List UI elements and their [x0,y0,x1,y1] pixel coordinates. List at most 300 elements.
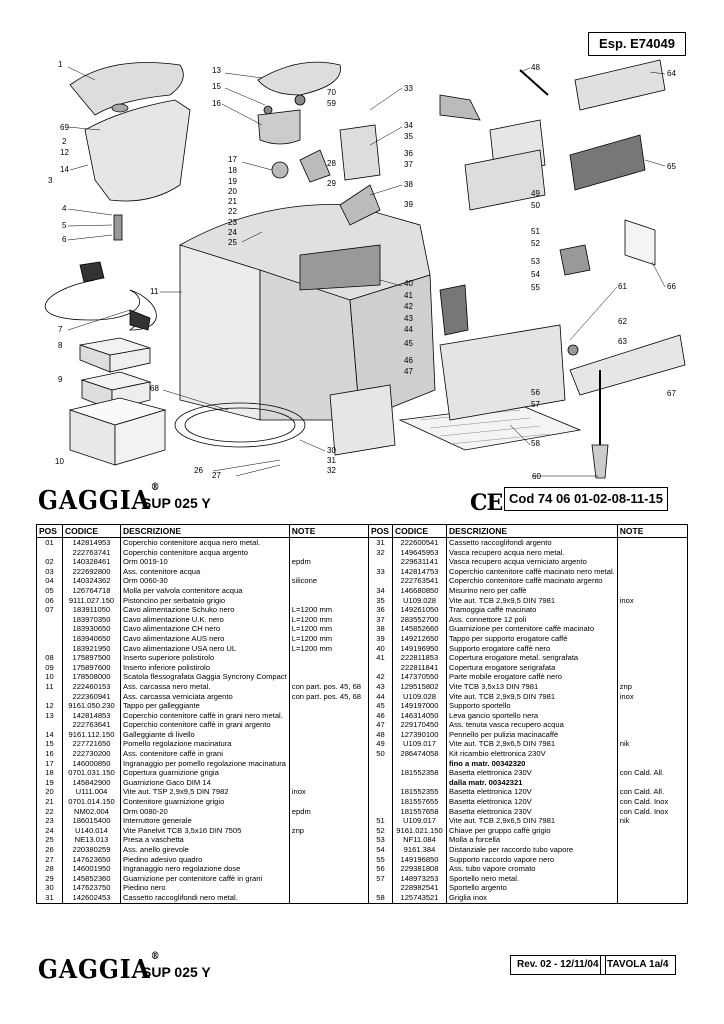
row-descrizione: Cavo alimentazione Schuko nero [121,605,290,615]
parts-table-right [368,524,688,904]
row-note [617,615,687,625]
table-row [37,692,369,702]
callout-67: 30 [327,446,336,455]
row-note [617,883,687,893]
row-pos: 47 [369,720,393,730]
callout-9: 12 [60,148,69,157]
callout-12: 17 [228,155,237,164]
row-note [617,624,687,634]
row-codice: 125743521 [393,893,447,903]
row-descrizione: Cavo alimentazione AUS nero [121,634,290,644]
row-pos: 53 [369,835,393,845]
row-codice: 126764718 [63,586,121,596]
row-pos: 17 [37,759,63,769]
table-row [37,557,369,567]
row-pos: 26 [37,845,63,855]
table-row [37,845,369,855]
row-note: L=1200 mm [289,644,368,654]
row-descrizione: Coperchio contenitore acqua argento [121,548,290,558]
row-descrizione: Ass. carcassa nero metal. [121,682,290,692]
row-descrizione: Ass. tenuta vasca recupero acqua [447,720,618,730]
row-codice [393,778,447,788]
table-row [37,596,369,606]
row-codice: 186015400 [63,816,121,826]
callout-31: 64 [667,69,676,78]
table-row [369,567,688,577]
callout-18: 23 [228,218,237,227]
table-row [37,739,369,749]
row-codice: 222763541 [393,576,447,586]
callout-3: 15 [212,82,221,91]
table-row [369,720,688,730]
gaggia-logo: GAGGIA® [38,951,161,985]
callout-22: 29 [327,179,336,188]
table-row [369,576,688,586]
row-pos: 49 [369,739,393,749]
row-codice: 0701.031.150 [63,768,121,778]
callout-41: 5 [62,221,67,230]
row-descrizione: Copertura guarnizione grigia [121,768,290,778]
callout-5: 59 [327,99,336,108]
callout-38: 54 [531,270,540,279]
row-codice: 147370550 [393,672,447,682]
col-note: NOTE [289,525,368,538]
row-codice: 178508000 [63,672,121,682]
callout-16: 21 [228,197,237,206]
table-row [37,605,369,615]
row-note [289,672,368,682]
table-row [369,557,688,567]
row-pos [37,720,63,730]
table-row [37,749,369,759]
row-pos: 18 [37,768,63,778]
table-row [37,653,369,663]
row-codice: 0701.014.150 [63,797,121,807]
row-descrizione: Guarnizione Gaco DIM 14 [121,778,290,788]
table-row [37,787,369,797]
row-note: con part. pos. 45, 68 [289,692,368,702]
table-row [37,711,369,721]
table-row [37,644,369,654]
row-descrizione: Orm 0019-10 [121,557,290,567]
row-note [617,864,687,874]
row-descrizione: Orm 0080-20 [121,807,290,817]
row-descrizione: Misurino nero per caffè [447,586,618,596]
table-row [369,644,688,654]
row-pos: 54 [369,845,393,855]
row-codice: 145852660 [393,624,447,634]
row-pos: 30 [37,883,63,893]
row-descrizione: Cassetto raccoglifondi argento [447,538,618,548]
row-pos: 23 [37,816,63,826]
row-descrizione: Inserto inferiore polistirolo [121,663,290,673]
row-note: nik [617,739,687,749]
row-descrizione: Vite Panelvit TCB 3,5x16 DIN 7505 [121,826,290,836]
row-codice: NM02.004 [63,807,121,817]
col-descrizione: DESCRIZIONE [121,525,290,538]
callout-15: 20 [228,187,237,196]
row-note [617,672,687,682]
row-descrizione: Coperchio contenitore acqua nero metal. [121,538,290,548]
row-descrizione: Vite aut. TCB 2,9x9,5 DIN 7981 [447,692,618,702]
table-row [369,874,688,884]
row-note [289,653,368,663]
table-row [369,883,688,893]
row-pos: 36 [369,605,393,615]
row-note [617,826,687,836]
row-codice: 181552355 [393,787,447,797]
row-descrizione: Galleggiante di livello [121,730,290,740]
callout-8: 2 [62,137,67,146]
row-note [289,730,368,740]
callout-30: 48 [531,63,540,72]
table-row [369,778,688,788]
row-note: L=1200 mm [289,605,368,615]
row-note [617,855,687,865]
row-descrizione: Ass. contenitore acqua [121,567,290,577]
row-codice: 181557658 [393,807,447,817]
row-codice: 228982541 [393,883,447,893]
row-codice: 229170450 [393,720,447,730]
table-row [369,739,688,749]
callout-65: 26 [194,466,203,475]
callout-29: 39 [404,200,413,209]
row-pos: 46 [369,711,393,721]
row-descrizione: Sportello nero metal. [447,874,618,884]
table-row [37,634,369,644]
row-pos: 01 [37,538,63,548]
table-row [37,663,369,673]
row-codice: 229381808 [393,864,447,874]
row-note: nik [617,816,687,826]
table-row [369,855,688,865]
table-row [369,692,688,702]
row-codice: U109.017 [393,739,447,749]
callout-70: 60 [532,472,541,481]
row-descrizione: Guarnizione per contenitore caffè in grani [121,874,290,884]
table-row [37,778,369,788]
row-note: L=1200 mm [289,624,368,634]
table-row [369,672,688,682]
table-row [369,797,688,807]
row-pos: 21 [37,797,63,807]
row-codice: 146314050 [393,711,447,721]
row-note [617,720,687,730]
row-descrizione: Griglia inox [447,893,618,903]
table-row [37,548,369,558]
row-descrizione: Copertura erogatore metal. serigrafata [447,653,618,663]
row-note [289,567,368,577]
table-row [37,759,369,769]
row-note [617,538,687,548]
row-note [289,768,368,778]
callout-6: 16 [212,99,221,108]
row-codice: 222360941 [63,692,121,702]
callout-46: 10 [55,457,64,466]
table-row [369,807,688,817]
row-descrizione: Pistoncino per serbatoio grigio [121,596,290,606]
row-pos [369,883,393,893]
row-descrizione: Supporto erogatore caffè nero [447,644,618,654]
row-pos: 16 [37,749,63,759]
row-descrizione: Pennello per pulizia macinacaffè [447,730,618,740]
row-codice: 286474058 [393,749,447,759]
row-pos: 35 [369,596,393,606]
row-codice: 140324362 [63,576,121,586]
row-codice: 222692800 [63,567,121,577]
callout-43: 7 [58,325,63,334]
row-codice: 149261050 [393,605,447,615]
row-descrizione: Scatola flessografata Gaggia Syncrony Compact [121,672,290,682]
row-pos: 56 [369,864,393,874]
table-row [37,624,369,634]
table-row [37,797,369,807]
row-codice: 149645953 [393,548,447,558]
callout-44: 8 [58,341,63,350]
callout-10: 3 [48,176,53,185]
row-descrizione: Sportello argento [447,883,618,893]
callout-61: 56 [531,388,540,397]
row-note [617,586,687,596]
row-descrizione: Copertura erogatore serigrafata [447,663,618,673]
exploded-diagram [0,55,724,485]
callout-50: 42 [404,302,413,311]
row-note [617,874,687,884]
esp-code: Esp. E74049 [588,32,686,56]
table-row [369,768,688,778]
row-pos: 28 [37,864,63,874]
table-row [369,826,688,836]
table-row [369,835,688,845]
row-codice: 183940650 [63,634,121,644]
table-row [37,576,369,586]
table-row [369,711,688,721]
row-note [289,816,368,826]
row-descrizione: Kit ricambio elettronica 230V [447,749,618,759]
row-descrizione: Coperchio cantenitore caffè macinato nero metal. [447,567,618,577]
table-row [369,663,688,673]
row-note [617,605,687,615]
callout-36: 52 [531,239,540,248]
table-row [369,538,688,548]
row-pos: 12 [37,701,63,711]
callout-62: 57 [531,400,540,409]
row-pos [369,787,393,797]
row-descrizione: Ass. tubo vapore cromato [447,864,618,874]
row-note: con part. pos. 45, 68 [289,682,368,692]
row-note: con Cald. Inox [617,797,687,807]
row-note [617,759,687,769]
row-pos: 38 [369,624,393,634]
row-codice: 149197000 [393,701,447,711]
table-row [369,634,688,644]
model-name: SUP 025 Y [142,495,211,511]
callout-21: 28 [327,159,336,168]
callout-34: 50 [531,201,540,210]
row-descrizione: Cassetto raccoglifondi nero metal. [121,893,290,903]
row-pos [37,548,63,558]
row-note [289,663,368,673]
table-row [37,835,369,845]
table-row [369,893,688,903]
callout-68: 31 [327,456,336,465]
row-descrizione: Vasca recupero acqua verniciato argento [447,557,618,567]
row-codice: 146001950 [63,864,121,874]
row-codice: 147623650 [63,855,121,865]
row-descrizione: Ass. anello girevole [121,845,290,855]
row-descrizione: Vite aut. TSP 2,9x9,5 DIN 7982 [121,787,290,797]
col-descrizione: DESCRIZIONE [447,525,618,538]
callout-52: 44 [404,325,413,334]
table-row [369,605,688,615]
row-codice: 142814953 [63,538,121,548]
row-descrizione: Vite aut. TCB 2,9x9,5 DIN 7981 [447,596,618,606]
row-pos: 33 [369,567,393,577]
row-note: silicone [289,576,368,586]
row-pos: 25 [37,835,63,845]
row-codice: 175897600 [63,663,121,673]
row-note [289,874,368,884]
table-row [37,864,369,874]
callout-27: 37 [404,160,413,169]
row-codice: 129515802 [393,682,447,692]
row-pos [369,759,393,769]
table-row [37,567,369,577]
row-note [617,663,687,673]
row-note [617,567,687,577]
row-codice: 142602453 [63,893,121,903]
callout-57: 62 [618,317,627,326]
row-descrizione: Supporto sportello [447,701,618,711]
row-note [617,711,687,721]
row-note [617,730,687,740]
table-row [369,624,688,634]
callout-49: 41 [404,291,413,300]
table-row [37,826,369,836]
table-row [37,883,369,893]
row-pos: 20 [37,787,63,797]
row-note: epdm [289,807,368,817]
row-pos [369,557,393,567]
row-note [289,548,368,558]
row-descrizione: Vasca recupero acqua nero metal. [447,548,618,558]
table-row [37,768,369,778]
row-pos [37,692,63,702]
row-codice: U140.014 [63,826,121,836]
row-note [289,855,368,865]
col-codice: CODICE [63,525,121,538]
row-note: con Cald. All. [617,768,687,778]
callout-4: 70 [327,88,336,97]
row-descrizione: Supporto raccordo vapore nero [447,855,618,865]
row-descrizione: Basetta elettronica 230V [447,768,618,778]
row-pos: 44 [369,692,393,702]
row-pos: 43 [369,682,393,692]
row-note [617,749,687,759]
row-pos: 02 [37,557,63,567]
callout-64: 68 [150,384,159,393]
row-descrizione: Coperchio contenitore caffè in grani nero metal. [121,711,290,721]
row-pos: 19 [37,778,63,788]
row-pos: 03 [37,567,63,577]
row-codice: 220380259 [63,845,121,855]
callout-58: 63 [618,337,627,346]
row-note [289,538,368,548]
col-note: NOTE [617,525,687,538]
row-codice: NF11.084 [393,835,447,845]
cod-code: Cod 74 06 01-02-08-11-15 [504,487,668,511]
row-descrizione: Cavo alimentazione USA nero UL [121,644,290,654]
row-descrizione: dalla matr. 00342321 [447,778,618,788]
row-descrizione: Vite aut. TCB 2,9x6,5 DIN 7981 [447,739,618,749]
row-pos: 32 [369,548,393,558]
row-codice: 9161.112.150 [63,730,121,740]
row-note [617,548,687,558]
row-pos: 39 [369,634,393,644]
callout-48: 40 [404,279,413,288]
row-descrizione: Distanziale per raccordo tubo vapore [447,845,618,855]
table-row [369,730,688,740]
row-codice: 9161.384 [393,845,447,855]
row-pos: 10 [37,672,63,682]
row-codice: 149196850 [393,855,447,865]
row-note [289,701,368,711]
row-codice: 222811853 [393,653,447,663]
row-note [617,576,687,586]
row-note [289,778,368,788]
row-note [289,864,368,874]
callout-32: 65 [667,162,676,171]
row-note [617,845,687,855]
callout-19: 24 [228,228,237,237]
callout-51: 43 [404,314,413,323]
row-codice: 149196950 [393,644,447,654]
callout-53: 45 [404,339,413,348]
callout-28: 38 [404,180,413,189]
callout-40: 4 [62,204,67,213]
row-pos [37,644,63,654]
row-descrizione: Leva gancio sportello nera [447,711,618,721]
row-codice [393,759,447,769]
row-codice: 175897500 [63,653,121,663]
row-pos: 13 [37,711,63,721]
callout-42: 6 [62,235,67,244]
row-descrizione: Cavo alimentazione CH nero [121,624,290,634]
callout-14: 19 [228,177,237,186]
row-descrizione: Chiave per gruppo caffè grigio [447,826,618,836]
row-codice: 146000850 [63,759,121,769]
row-pos: 40 [369,644,393,654]
callout-33: 49 [531,189,540,198]
row-note [289,711,368,721]
table-row [37,855,369,865]
callout-63: 58 [531,439,540,448]
row-pos: 55 [369,855,393,865]
callout-23: 33 [404,84,413,93]
row-descrizione: Molla per valvola contenitore acqua [121,586,290,596]
table-row [369,615,688,625]
row-note: con Cald. All. [617,787,687,797]
row-pos: 57 [369,874,393,884]
row-codice: 283552700 [393,615,447,625]
row-note [289,883,368,893]
row-pos: 08 [37,653,63,663]
row-pos: 31 [369,538,393,548]
table-row [37,730,369,740]
row-pos: 06 [37,596,63,606]
table-row [369,759,688,769]
row-codice: 140328461 [63,557,121,567]
